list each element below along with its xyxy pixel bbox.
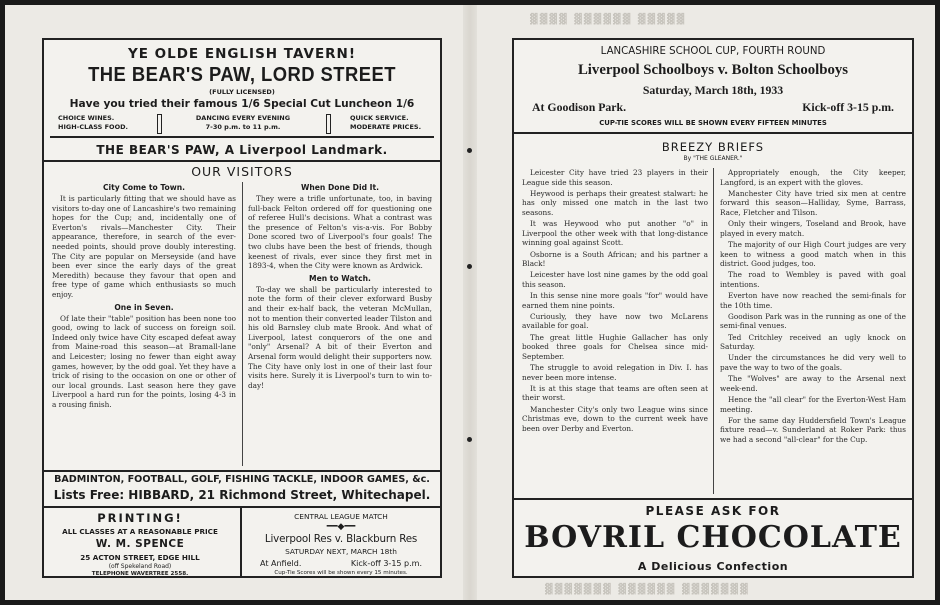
brief-item: Everton have now reached the semi-finals for the 10th time.	[720, 291, 906, 310]
briefs-column-left	[522, 168, 708, 435]
subhead: Men to Watch.	[309, 273, 371, 283]
printer-address-note: (off Spekeland Road)	[108, 563, 172, 570]
paragraph: Of late their "table" position has been none too good, owing to lack of success on foreign soil. Indeed only twice have City escaped defeat away from Maine-road this season—at Bramall-lane and Leicester; losing no fewer than eight away games, however, by the odd goal. Yet they have a trick of rising to the occasion on one or other of our local grounds. Last season here they gave Liverpool a hard run for the points, losing 4-3 in a rousing finish.	[52, 313, 236, 409]
paragraph: To-day we shall be particularly interested to note the form of their clever exforward Busby and their ex-half back, the veteran McMullan, not to mention their converted leader Tilston and his old Barnsley club mate Brook. And what of Liverpool, latest conquerors of the one and "only" Arsenal? A bit of their Everton and Arsenal form would delight their supporters now. The City have only lost in one of their last four visits here. Surely it is Liverpool's turn to win to-day!	[248, 284, 432, 390]
tavern-luncheon: Have you tried their famous 1/6 Special Cut Luncheon 1/6	[69, 98, 415, 110]
feature-service: QUICK SERVICE.	[350, 114, 409, 122]
printing-line: ALL CLASSES AT A REASONABLE PRICE	[62, 527, 218, 536]
brief-item: Manchester City have tried six men at centre forward this season—Halliday, Syme, Barrass, Race, Fletcher and Tilson.	[720, 188, 906, 217]
ornament-bar	[157, 114, 162, 134]
staple-middle	[467, 264, 472, 269]
feature-food: HIGH-CLASS FOOD.	[58, 123, 128, 131]
subhead: One in Seven.	[114, 302, 174, 312]
printer-telephone: TELEPHONE WAVERTREE 2558.	[91, 571, 189, 577]
brief-item: For the same day Huddersfield Town's League fixture read—v. Sunderland at Roker Park: thus we had a second "all-clear" for the Cup.	[720, 415, 906, 444]
brief-item: It is at this stage that teams are often seen at their worst.	[522, 383, 708, 403]
subhead: City Come to Town.	[102, 183, 186, 192]
central-details	[242, 559, 440, 568]
central-note: Cup-Tie Scores will be shown every 15 minutes.	[274, 570, 408, 576]
bovril-tagline: A Delicious Confection	[637, 560, 789, 573]
briefs-column-right	[720, 168, 906, 446]
hibbard-line: Lists Free: HIBBARD, 21 Richmond Street, Whitechapel.	[53, 488, 431, 502]
tavern-landmark: THE BEAR'S PAW, A Liverpool Landmark.	[96, 143, 388, 157]
arrow-ornament: ━━◆━━	[326, 522, 356, 532]
tavern-features-2	[188, 114, 298, 132]
brief-item: Leicester City have tried 23 players in their League side this season.	[522, 168, 708, 187]
brief-item: Leicester have lost nine games by the odd goal this season.	[522, 270, 708, 289]
brief-item: Under the circumstances he did very well to pave the way to two of the goals.	[720, 353, 906, 373]
paragraph: It is particularly fitting that we should have as visitors to-day one of Lancashire's two remaining hopes for the Cup; and, incidentally one of Everton's rivals—Manchester City. Their appearance, therefore, in search of the ever-needed points, should prove doubly interesting. The City are popular on Merseyside (and have been ever since the early days of the great Meredith) because they favour that open and free type of game which enthusiasts so much enjoy.	[52, 194, 236, 299]
divider	[514, 132, 912, 134]
brief-item: Only their wingers, Toseland and Brook, have played in every match.	[720, 219, 906, 238]
tavern-licensed: (FULLY LICENSED)	[209, 88, 275, 96]
show-through-text-bottom: ▓▓▓▓▓▓▓ ▓▓▓▓▓▓ ▓▓▓▓▓▓▓	[545, 584, 750, 595]
brief-item: The great little Hughie Gallacher has only booked three goals for Chelsea since mid-September.	[522, 332, 708, 361]
printer-name: W. M. SPENCE	[95, 538, 185, 550]
school-note: CUP-TIE SCORES WILL BE SHOWN EVERY FIFTEEN MINUTES	[599, 119, 827, 127]
show-through-text: ▓▓▓▓ ▓▓▓▓▓▓ ▓▓▓▓▓	[530, 14, 687, 25]
tavern-features-1	[58, 114, 128, 132]
divider	[50, 136, 434, 138]
school-details	[524, 100, 902, 115]
bovril-ask: PLEASE ASK FOR	[645, 504, 781, 518]
central-date: SATURDAY NEXT, MARCH 18th	[285, 547, 397, 556]
tavern-name: THE BEAR'S PAW, LORD STREET	[88, 64, 396, 86]
tavern-headline: YE OLDE ENGLISH TAVERN!	[127, 46, 357, 62]
brief-item: The majority of our High Court judges are very keen to witness a good match when in this district. Good judges, too.	[720, 239, 906, 269]
brief-item: Heywood is perhaps their greatest stalwart: he has only missed one match in the last two seasons.	[522, 188, 708, 217]
staple-top	[467, 148, 472, 153]
central-match: Liverpool Res v. Blackburn Res	[264, 532, 418, 545]
visitors-title: OUR VISITORS	[191, 164, 293, 179]
printer-address: 25 ACTON STREET, EDGE HILL	[80, 553, 200, 562]
brief-item: The struggle to avoid relegation in Div. I. has never been more intense.	[522, 363, 708, 382]
brief-item: Hence the "all clear" for the Everton-West Ham meeting.	[720, 395, 906, 414]
brief-item: The "Wolves" are away to the Arsenal next week-end.	[720, 374, 906, 393]
printing-ad	[44, 508, 236, 576]
brief-item: Appropriately enough, the City keeper, Langford, is an expert with the gloves.	[720, 168, 906, 187]
feature-wines: CHOICE WINES.	[58, 114, 115, 122]
brief-item: Ted Critchley received an ugly knock on Saturday.	[720, 332, 906, 352]
brief-item: Manchester City's only two League wins since Christmas eve, down to the current week have been over Derby and Everton.	[522, 404, 708, 433]
school-venue: At Goodison Park.	[532, 100, 627, 114]
school-kickoff: Kick-off 3-15 p.m.	[802, 100, 894, 114]
left-page	[42, 38, 442, 578]
school-match: Liverpool Schoolboys v. Bolton Schoolboys	[577, 62, 849, 78]
brief-item: It was Heywood who put another "o" in Liverpool the other week with that long-distance winning goal against Scott.	[522, 219, 708, 248]
briefs-byline: By "THE GLEANER."	[683, 155, 743, 162]
staple-lower	[467, 437, 472, 442]
tavern-features-3	[350, 114, 421, 132]
central-league-ad	[242, 508, 440, 576]
brief-item: Curiously, they have now two McLarens available for goal.	[522, 311, 708, 331]
brief-item: The road to Wembley is paved with goal intentions.	[720, 270, 906, 289]
central-title: CENTRAL LEAGUE MATCH	[294, 512, 388, 521]
brief-item: Goodison Park was in the running as one of the semi-final venues.	[720, 311, 906, 331]
feature-hours: 7-30 p.m. to 11 p.m.	[205, 123, 281, 131]
brief-item: In this sense nine more goals "for" would have earned them nine points.	[522, 291, 708, 310]
feature-dancing: DANCING EVERY EVENING	[195, 114, 291, 122]
central-kickoff: Kick-off 3-15 p.m.	[350, 559, 422, 568]
divider	[514, 498, 912, 500]
school-date: Saturday, March 18th, 1933	[642, 83, 784, 97]
hibbard-address	[44, 488, 440, 502]
divider	[44, 160, 440, 162]
column-rule	[242, 182, 243, 466]
binding-gutter	[463, 5, 477, 600]
paragraph: They were a trifle unfortunate, too, in baving full-back Felton ordered off for questioning one of referee Hull's decisions. What a contrast was the presence of Felton's vis-a-vis. For Bobby Done scored two of Liverpool's four goals! The two clubs have been the best of friends, though keenest of rivals, ever since they first met in 1893-4, when the City were known as Ardwick.	[248, 194, 432, 271]
divider	[44, 470, 440, 472]
printing-title: PRINTING!	[97, 511, 183, 525]
feature-prices: MODERATE PRICES.	[350, 123, 422, 131]
ornament-bar-2	[326, 114, 331, 134]
central-venue: At Anfield.	[260, 559, 302, 568]
subhead: When Done Did It.	[300, 183, 380, 192]
brief-item: Osborne is a South African; and his partner a Black!	[522, 249, 708, 269]
bovril-brand: BOVRIL CHOCOLATE	[524, 520, 902, 555]
visitors-column-right	[248, 180, 432, 390]
visitors-column-left	[52, 180, 236, 409]
briefs-title: BREEZY BRIEFS	[661, 140, 765, 154]
hibbard-products: BADMINTON, FOOTBALL, GOLF, FISHING TACKLE, INDOOR GAMES, &c.	[54, 474, 430, 485]
right-page	[512, 38, 914, 578]
column-rule	[713, 168, 714, 494]
school-cup-title: LANCASHIRE SCHOOL CUP, FOURTH ROUND	[600, 46, 826, 57]
